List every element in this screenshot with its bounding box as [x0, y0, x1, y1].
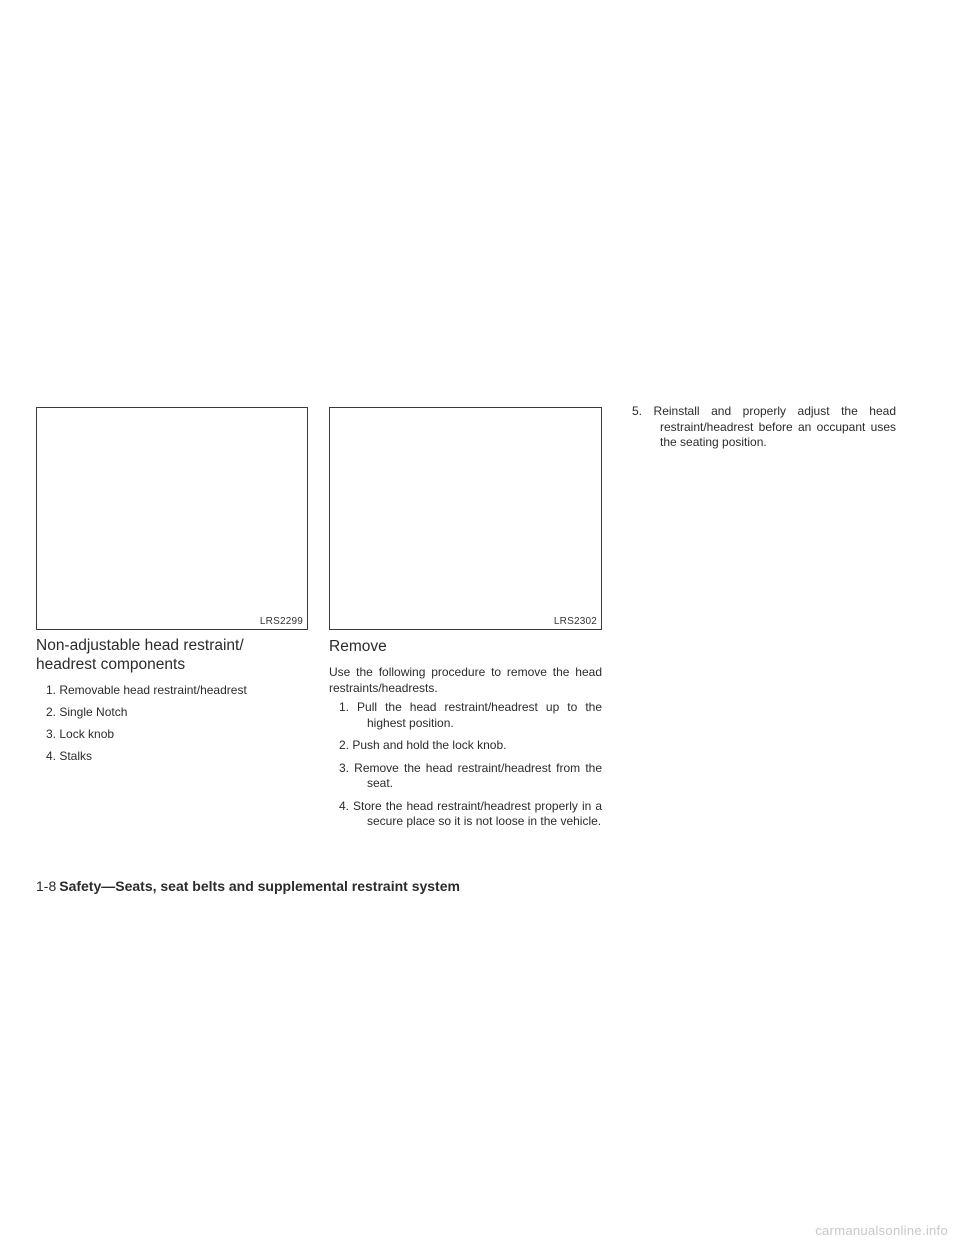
reinstall-steps — [622, 404, 896, 451]
remove-intro: Use the following procedure to remove the head restraints/headrests. — [329, 665, 602, 695]
step-item: 1. Pull the head restraint/headrest up to the highest position. — [339, 700, 602, 730]
remove-steps — [329, 700, 602, 830]
components-column — [36, 636, 308, 771]
figure-remove-procedure — [329, 407, 602, 630]
page-footer — [36, 877, 460, 895]
list-item: 1. Removable head restraint/headrest — [46, 683, 247, 697]
components-heading — [36, 636, 308, 674]
step-item: 3. Remove the head restraint/headrest from the seat. — [339, 760, 602, 790]
components-heading-line2: headrest components — [36, 656, 186, 673]
remove-heading: Remove — [329, 638, 387, 655]
step-item: 5. Reinstall and properly adjust the head restraint/headrest before an occupant uses the seating position. — [632, 404, 896, 449]
list-item: 2. Single Notch — [46, 705, 128, 719]
step-item: 4. Store the head restraint/headrest properly in a secure place so it is not loose in the vehicle. — [339, 798, 602, 828]
figure-code-label: LRS2302 — [553, 616, 597, 627]
figure-head-restraint-components — [36, 407, 308, 630]
list-item: 4. Stalks — [46, 749, 93, 763]
list-item: 3. Lock knob — [46, 727, 115, 741]
page-number: 1-8 — [36, 878, 57, 894]
watermark-text: carmanualsonline.info — [815, 1223, 948, 1238]
components-heading-line1: Non-adjustable head restraint/ — [36, 637, 244, 654]
components-list — [36, 683, 308, 763]
footer-section-title: Safety—Seats, seat belts and supplemental restraint system — [59, 878, 460, 894]
step-item: 2. Push and hold the lock knob. — [339, 738, 507, 752]
remove-column — [329, 637, 602, 837]
figure-code-label: LRS2299 — [259, 616, 303, 627]
reinstall-column — [622, 404, 896, 458]
